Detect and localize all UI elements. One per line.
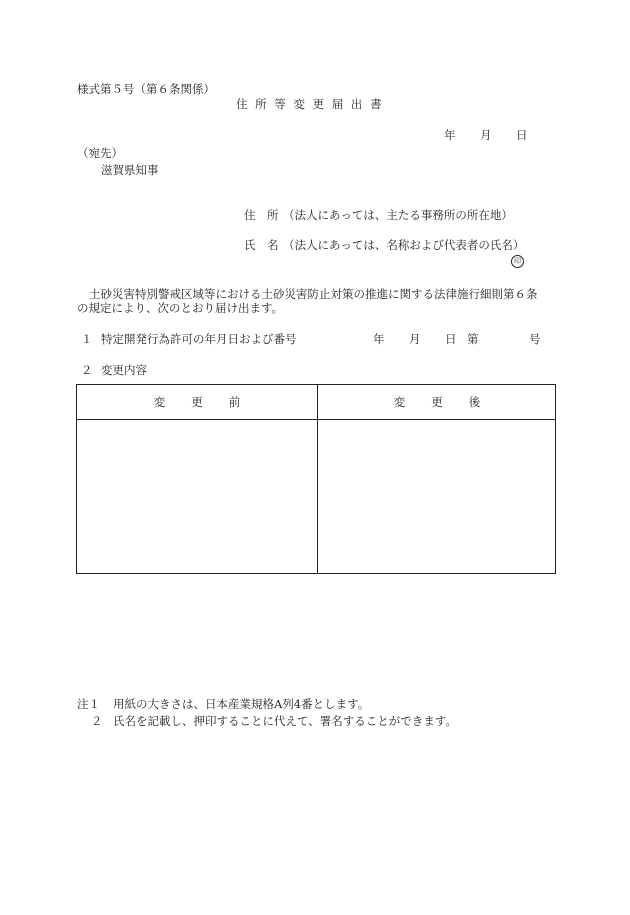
- date-month: 月: [480, 128, 492, 142]
- name-label: 氏 名: [244, 238, 279, 252]
- date-year: 年: [444, 128, 456, 142]
- date-day: 日: [516, 128, 528, 142]
- name-note: （法人にあっては、名称および代表者の氏名）: [283, 238, 525, 252]
- form-number: 様式第５号（第６条関係）: [77, 82, 215, 96]
- address-label: 住 所: [244, 208, 279, 222]
- seal-mark: 印: [511, 255, 524, 268]
- form-title: 住 所 等 変 更 届 出 書: [236, 97, 384, 111]
- table-header-divider: [77, 419, 555, 420]
- permit-year: 年: [373, 332, 385, 346]
- after-content-cell[interactable]: [321, 421, 553, 571]
- note-2-number: ２: [91, 714, 103, 728]
- change-table: [76, 384, 556, 574]
- permit-day: 日: [445, 332, 457, 346]
- permit-go: 号: [529, 332, 541, 346]
- addressee-label: （宛先）: [77, 146, 123, 160]
- before-content-cell[interactable]: [81, 421, 313, 571]
- permit-month: 月: [409, 332, 421, 346]
- permit-dai: 第: [467, 332, 479, 346]
- address-note: （法人にあっては、主たる事務所の所在地）: [283, 208, 513, 222]
- item-2-label: 変更内容: [101, 363, 147, 377]
- table-column-divider: [317, 385, 318, 573]
- note-1-number: 注１: [77, 697, 100, 711]
- item-1-number: １: [81, 332, 93, 346]
- note-2-text: 氏名を記載し、押印することに代えて、署名することができます。: [113, 714, 457, 728]
- addressee: 滋賀県知事: [101, 163, 159, 177]
- item-2-number: ２: [81, 363, 93, 377]
- note-1-text: 用紙の大きさは、日本産業規格A列4番とします。: [113, 697, 370, 711]
- body-text-line-1: 土砂災害特別警戒区域等における土砂災害防止対策の推進に関する法律施行細則第６条: [89, 287, 538, 301]
- item-1-label: 特定開発行為許可の年月日および番号: [101, 332, 297, 346]
- body-text-line-2: の規定により、次のとおり届け出ます。: [77, 301, 284, 315]
- header-before: 変更前: [153, 395, 267, 409]
- header-after: 変更後: [393, 395, 507, 409]
